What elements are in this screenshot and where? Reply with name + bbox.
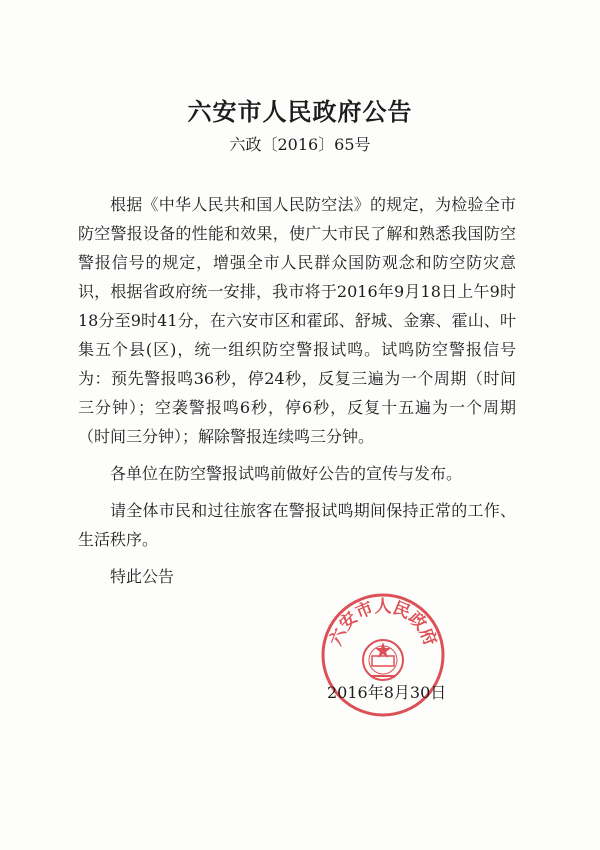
document-date: 2016年8月30日 [327,683,447,702]
paragraph-closing: 特此公告 [110,567,175,586]
document-title: 六安市人民政府公告 [187,97,413,126]
document-number: 六政〔2016〕65号 [229,135,371,154]
paragraph-main: 根据《中华人民共和国人民防空法》的规定，为检验全市防空警报设备的性能和效果，使广大市民了解和熟悉我国防空警报信号的规定，增强全市人民群众国防观念和防空防灾意识，根据省政府统一安排，我市将于2016年9月18日上午9时18分至9时41分，在六安市区和霍邱、舒城、金寨、霍山、叶集五个县(区)，统一组织防空警报试鸣。试鸣防空警报信号为：预先警报鸣36秒，停24秒，反复三遍为一个周期（时间三分钟）；空袭警报鸣6秒，停6秒，反复十五遍为一个周期（时间三分钟）；解除警报连续鸣三分钟。 [78,195,516,446]
paragraph-units: 各单位在防空警报试鸣前做好公告的宣传与发布。 [110,464,463,483]
paragraph-citizens: 请全体市民和过往旅客在警报试鸣期间保持正常的工作、生活秩序。 [78,501,516,549]
seal-text: 六安市人民政府 [326,597,440,649]
document-body [78,190,516,599]
